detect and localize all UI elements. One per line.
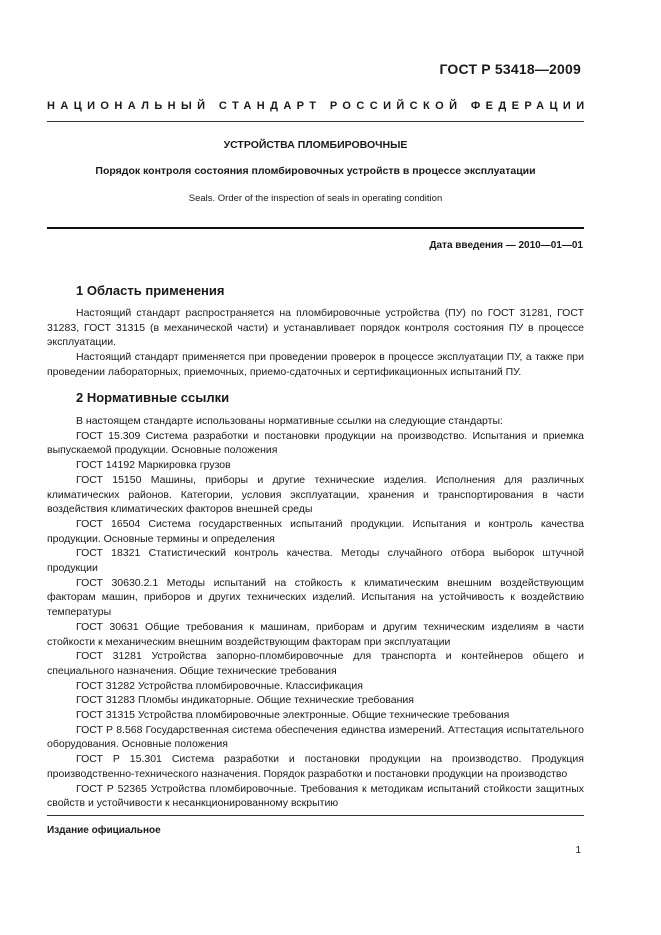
introduction-date: Дата введения — 2010—01—01 bbox=[429, 240, 583, 251]
section-1-heading: 1 Область применения bbox=[76, 283, 225, 298]
section-2-heading: 2 Нормативные ссылки bbox=[76, 390, 230, 405]
footer-rule bbox=[47, 815, 584, 816]
reference-item: ГОСТ Р 15.301 Система разработки и постановки продукции на производство. Продукция производственно-технического назначения. Порядок разработки и постановки продукции на производство bbox=[47, 753, 584, 780]
edition-label: Издание официальное bbox=[47, 825, 161, 836]
paragraph: В настоящем стандарте использованы нормативные ссылки на следующие стандарты: bbox=[76, 415, 503, 427]
reference-item: ГОСТ 18321 Статистический контроль качества. Методы случайного отбора выборок штучной продукции bbox=[47, 547, 584, 575]
reference-item: ГОСТ 30630.2.1 Методы испытаний на стойкость к климатическим внешним воздействующим факторам машин, приборов и других технических изделий. Испытания на устойчивость к воздействию температуры bbox=[47, 576, 584, 619]
reference-item: ГОСТ 31315 Устройства пломбировочные электронные. Общие технические требования bbox=[76, 709, 510, 722]
national-standard-banner: НАЦИОНАЛЬНЫЙ СТАНДАРТ РОССИЙСКОЙ ФЕДЕРАЦИИ bbox=[47, 100, 590, 112]
reference-item: ГОСТ Р 8.568 Государственная система обеспечения единства измерений. Аттестация испытательного оборудования. Основные положения bbox=[47, 723, 584, 751]
reference-item: ГОСТ 31281 Устройства запорно-пломбировочные для транспорта и контейнеров общего и специального назначения. Общие технические требования bbox=[47, 650, 584, 677]
paragraph: Настоящий стандарт распространяется на пломбировочные устройства (ПУ) по ГОСТ 31281, ГОСТ 31283, ГОСТ 31315 (в механической части) и устанавливает порядок контроля состояния ПУ в процессе эксплуатации. bbox=[47, 307, 584, 349]
reference-item: ГОСТ 15150 Машины, приборы и другие технические изделия. Исполнения для различных климатических районов. Категории, условия эксплуатации, хранения и транспортирования в части воздействия климатических факторов внешней среды bbox=[47, 473, 584, 516]
section-2-body bbox=[47, 414, 584, 811]
document-subtitle: Порядок контроля состояния пломбировочных устройств в процессе эксплуатации bbox=[95, 165, 536, 177]
reference-item: ГОСТ 30631 Общие требования к машинам, приборам и другим техническим изделиям в части стойкости к механическим внешним воздействующим факторам при эксплуатации bbox=[47, 620, 584, 648]
header-rule-top bbox=[47, 121, 584, 122]
english-title: Seals. Order of the inspection of seals in operating condition bbox=[188, 193, 443, 204]
reference-item: ГОСТ Р 52365 Устройства пломбировочные. Требования к методикам испытаний стойкости защитных свойств и устойчивости к несанкционированному вскрытию bbox=[47, 782, 584, 810]
reference-item: ГОСТ 31282 Устройства пломбировочные. Классификация bbox=[76, 679, 363, 692]
reference-item: ГОСТ 15.309 Система разработки и постановки продукции на производство. Испытания и приемка выпускаемой продукции. Основные положения bbox=[47, 429, 584, 457]
section-1-body bbox=[47, 306, 584, 380]
reference-item: ГОСТ 14192 Маркировка грузов bbox=[76, 459, 231, 472]
reference-item: ГОСТ 16504 Система государственных испытаний продукции. Испытания и контроль качества продукции. Основные термины и определения bbox=[47, 517, 584, 545]
document-title: УСТРОЙСТВА ПЛОМБИРОВОЧНЫЕ bbox=[223, 139, 408, 151]
page-number: 1 bbox=[575, 845, 581, 856]
reference-item: ГОСТ 31283 Пломбы индикаторные. Общие технические требования bbox=[76, 694, 414, 707]
standard-number: ГОСТ Р 53418—2009 bbox=[439, 61, 581, 77]
paragraph: Настоящий стандарт применяется при проведении проверок в процессе эксплуатации ПУ, а также при проведении лабораторных, приемочных, приемо-сдаточных и сертификационных испытаний ПУ. bbox=[47, 351, 584, 378]
title-rule-bottom bbox=[47, 227, 584, 229]
